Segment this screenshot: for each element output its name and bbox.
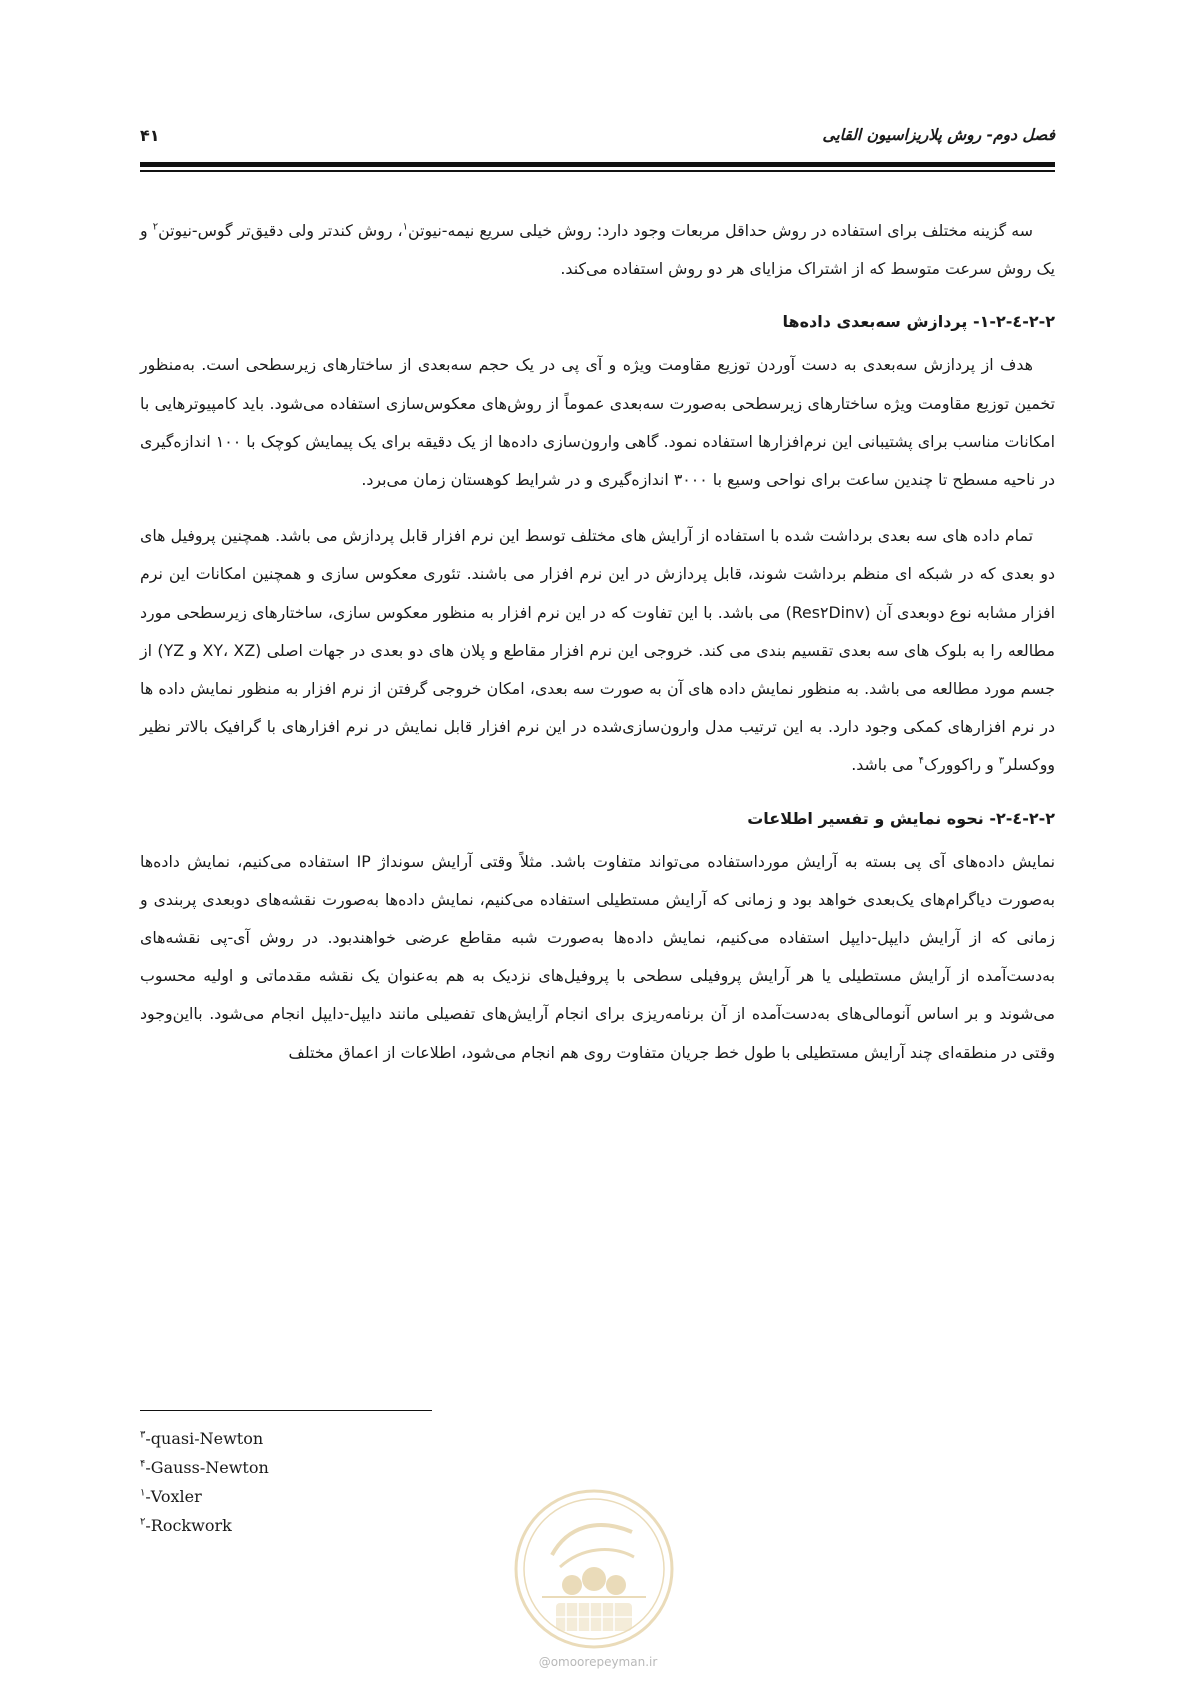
paragraph-software: تمام داده های سه بعدی برداشت شده با استفاده از آرایش های مختلف توسط این نرم افزار قابل پردازش می باشد. همچنین پروفیل های دو بعدی که در شبکه ای منظم برداشت شوند، قابل پردازش در این نرم افزار می باشند. تئوری معکوس سازی و همچنین امکانات این نرم افزار مشابه نوع دوبعدی آن (Res۲Dinv) می باشد. با این تفاوت که در این نرم افزار به منظور معکوس سازی، ساختارهای زیرسطحی مورد مطالعه را به بلوک های سه بعدی تقسیم بندی می کند. خروجی این نرم افزار مقاطع و پلان های دو بعدی در جهات اصلی (XY، XZ و YZ) از جسم مورد مطالعه می باشد. به منظور نمایش داده های آن به صورت سه بعدی، امکان خروجی گرفتن از نرم افزار به منظور نمایش داده ها در نرم افزارهای کمکی وجود دارد. به این ترتیب مدل وارون‌سازی‌شده در این نرم افزار قابل نمایش در نرم افزارهای با گرافیک بالاتر نظیر ووکسلر$^۳$ و راکوورک$^۴$ می باشد. xyxy=(140,526,1055,775)
header-rule-thin xyxy=(140,170,1055,172)
footnote-separator xyxy=(140,1410,432,1411)
watermark-text: @omoorepeyman.ir xyxy=(538,1655,658,1669)
footnote-item: $^۱$-Voxler xyxy=(140,1487,202,1506)
footnote-item: $^۳$-quasi-Newton xyxy=(140,1429,264,1448)
watermark-seal-logo xyxy=(512,1487,676,1651)
footnote-ref-2: ۲ xyxy=(152,221,159,233)
footnote-ref-1: ۱ xyxy=(402,221,409,233)
body-text xyxy=(140,212,1055,1072)
page-number: ۴۱ xyxy=(140,126,160,145)
footnote-ref-3: ۳ xyxy=(998,756,1005,768)
paragraph-3d-processing: هدف از پردازش سه‌بعدی به دست آوردن توزیع مقاومت ویژه و آی پی در یک حجم سه‌بعدی از ساختارهای زیرسطحی است. به‌منظور تخمین توزیع مقاومت ویژه ساختارهای زیرسطحی به‌صورت سه‌بعدی عموماً از روش‌های معکوس‌سازی استفاده می‌شود. باید کامپیوترهایی با امکانات مناسب برای پشتیبانی این نرم‌افزارها استفاده نمود. گاهی وارون‌سازی داده‌ها از یک دقیقه برای یک پیمایش کوچک با ۱۰۰ اندازه‌گیری در ناحیه مسطح تا چندین ساعت برای نواحی وسیع با ۳۰۰۰ اندازه‌گیری و در شرایط کوهستان زمان می‌برد. xyxy=(140,355,1055,490)
footnote-item: $^۲$-Rockwork xyxy=(140,1516,232,1535)
footnotes xyxy=(140,1424,540,1540)
section-heading-display-interpretation: ۲-۲-٤-۲- نحوه نمایش و تفسیر اطلاعات xyxy=(747,808,1055,828)
footnote-ref-4: ۴ xyxy=(918,756,925,768)
paragraph-display-interpretation: نمایش داده‌های آی پی بسته به آرایش مورداستفاده می‌تواند متفاوت باشد. مثلاً وقتی آرایش سونداژ IP استفاده می‌کنیم، نمایش داده‌ها به‌صورت دیاگرام‌های یک‌بعدی خواهد بود و زمانی که آرایش مستطیلی استفاده می‌کنیم، نمایش داده‌ها به‌صورت نقشه‌های دوبعدی پربندی و زمانی که از آرایش دایپل-دایپل استفاده می‌کنیم، نمایش داده‌ها به‌صورت شبه مقاطع عرضی خواهندبود. در روش آی-پی نقشه‌های به‌دست‌آمده از آرایش مستطیلی یا هر آرایش پروفیلی سطحی با پروفیل‌های نزدیک به هم به‌عنوان یک نقشه مقدماتی و اولیه محسوب می‌شوند و بر اساس آنومالی‌های به‌دست‌آمده از آن برنامه‌ریزی برای انجام آرایش‌های تفصیلی مانند دایپل-دایپل انجام می‌شود. بااین‌وجود وقتی در منطقه‌ای چند آرایش مستطیلی با طول خط جریان متفاوت روی هم انجام می‌شود، اطلاعات از اعماق مختلف xyxy=(140,851,1055,1062)
section-heading-3d-processing: ۲-۲-٤-۱-۲- پردازش سه‌بعدی داده‌ها xyxy=(782,312,1055,332)
chapter-title: فصل دوم- روش پلاریزاسیون القایی xyxy=(822,126,1055,144)
header-rule-thick xyxy=(140,162,1055,167)
running-head xyxy=(140,126,1055,160)
footnote-item: $^۴$-Gauss-Newton xyxy=(140,1458,269,1477)
intro-paragraph: سه گزینه مختلف برای استفاده در روش حداقل مربعات وجود دارد: روش خیلی سریع نیمه-نیوتن$^۱$، روش کندتر ولی دقیق‌تر گوس-نیوتن$^۲$ و یک روش سرعت متوسط که از اشتراک مزایای هر دو روش استفاده می‌کند. xyxy=(140,221,1055,279)
